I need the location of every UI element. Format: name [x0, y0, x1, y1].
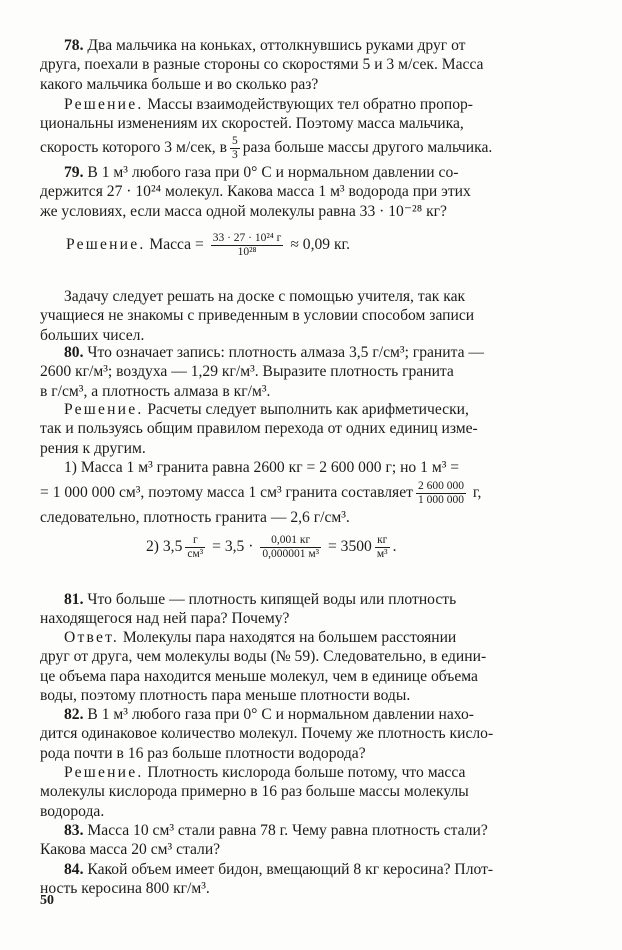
fraction	[211, 232, 284, 259]
solution-label: Решение.	[64, 96, 144, 113]
problem-text: находящегося над ней пара? Почему?	[40, 610, 290, 628]
equation-text: = 3,5 ·	[212, 538, 254, 556]
problem-80	[40, 343, 575, 401]
fraction	[260, 534, 321, 561]
solution-label: Решение.	[66, 236, 146, 254]
solution-label: Решение.	[64, 401, 144, 418]
problem-79	[40, 163, 575, 221]
answer-label: Ответ.	[64, 629, 120, 646]
fraction-denominator: 0,000001 м³	[262, 548, 320, 560]
equation-text: .	[392, 538, 397, 556]
solution-text: раза больше массы другого мальчика.	[242, 138, 493, 156]
problem-number: 84.	[64, 861, 84, 878]
note-text: учащиеся не знакомы с приведенным в условии способом записи	[40, 307, 475, 325]
fraction-denominator: м³	[376, 548, 388, 560]
fraction-denominator: см³	[187, 548, 204, 560]
solution-text: Массы взаимодействующих тел обратно пропор-	[147, 96, 473, 113]
note-text: больших чисел.	[40, 326, 145, 344]
problem-number: 82.	[64, 706, 84, 723]
fraction-numerator: г	[185, 534, 205, 548]
solution-result: ≈ 0,09 кг.	[290, 236, 351, 254]
note-79	[40, 287, 575, 345]
problem-text: друга, поехали в разные стороны со скоростями 5 и 3 м/сек. Масса	[40, 56, 484, 74]
answer-text: воды, поэтому плотность пара меньше плотности воды.	[40, 687, 411, 705]
problem-78	[40, 36, 575, 94]
answer-text: друг от друга, чем молекулы воды (№ 59). Следовательно, в едини-	[40, 648, 487, 666]
problem-text: Два мальчика на коньках, оттолкнувшись руками друг от	[87, 37, 466, 54]
problem-text: рода почти в 16 раз больше плотности водорода?	[40, 744, 366, 762]
problem-84	[40, 860, 575, 899]
solution-80	[40, 400, 575, 527]
problem-text: ность керосина 800 кг/м³.	[40, 880, 210, 898]
fraction	[185, 534, 205, 561]
solution-78	[40, 95, 575, 162]
solution-text: так и пользуясь общим правилом перехода от одних единиц изме-	[40, 420, 478, 438]
answer-text: Молекулы пара находятся на большем расстоянии	[122, 629, 457, 646]
answer-81	[40, 628, 575, 706]
solution-text: Масса =	[149, 236, 204, 254]
problem-82	[40, 705, 575, 763]
solution-82	[40, 763, 575, 821]
solution-79-equation	[66, 232, 350, 259]
problem-83	[40, 821, 575, 860]
fraction	[230, 135, 240, 162]
fraction-numerator: 2 600 000	[417, 479, 464, 492]
problem-text: же условиях, если масса одной молекулы равна 33 · 10⁻²⁸ кг?	[40, 202, 447, 220]
note-text: Задачу следует решать на доске с помощью учителя, так как	[64, 288, 466, 305]
problem-text: Какой объем имеет бидон, вмещающий 8 кг керосина? Плот-	[87, 861, 494, 878]
problem-81	[40, 590, 575, 629]
fraction-denominator: 10²⁸	[237, 246, 257, 258]
fraction	[416, 480, 466, 507]
page-number: 50	[40, 893, 54, 908]
problem-text: Что больше — плотность кипящей воды или плотность	[87, 591, 457, 608]
problem-text: В 1 м³ любого газа при 0° С и нормальном давлении нахо-	[87, 706, 474, 723]
solution-text: г,	[472, 483, 482, 501]
equation-text: 2) 3,5	[146, 538, 183, 556]
problem-text: Масса 10 см³ стали равна 78 г. Чему равна плотность стали?	[87, 822, 488, 839]
problem-text: в г/см³, а плотность алмаза в кг/м³.	[40, 382, 271, 400]
fraction-numerator: 0,001 кг	[260, 534, 321, 548]
answer-text: це объема пара находится меньше молекул, чем в единице объема	[40, 667, 478, 685]
solution-text: молекулы кислорода примерно в 16 раз больше массы молекулы	[40, 783, 469, 801]
solution-text: Плотность кислорода больше потому, что масса	[147, 764, 466, 781]
fraction-denominator: 1 000 000	[417, 493, 464, 506]
fraction-numerator: 33 · 27 · 10²⁴ г	[212, 232, 282, 244]
problem-text: Какова масса 20 см³ стали?	[40, 841, 221, 859]
problem-text: держится 27 · 10²⁴ молекул. Какова масса 1 м³ водорода при этих	[40, 183, 471, 201]
solution-label: Решение.	[64, 764, 144, 781]
problem-text: дится одинаковое количество молекул. Почему же плотность кисло-	[40, 725, 494, 743]
problem-text: 2600 кг/м³; воздуха — 1,29 кг/м³. Выразите плотность гранита	[40, 363, 454, 381]
problem-number: 81.	[64, 591, 84, 608]
fraction	[375, 534, 390, 561]
problem-text: какого мальчика больше и во сколько раз?	[40, 75, 319, 93]
fraction-numerator: кг	[375, 534, 390, 548]
solution-text: циональны изменениям их скоростей. Поэтому масса мальчика,	[40, 115, 464, 133]
problem-number: 79.	[64, 164, 84, 181]
solution-text: следовательно, плотность гранита — 2,6 г/см³.	[40, 508, 350, 526]
solution-step-1: 1) Масса 1 м³ гранита равна 2600 кг = 2 600 000 г; но 1 м³ =	[64, 459, 460, 477]
solution-text: скорость которого 3 м/сек, в	[40, 138, 227, 156]
problem-number: 83.	[64, 822, 84, 839]
problem-text: В 1 м³ любого газа при 0° С и нормальном давлении со-	[87, 164, 459, 181]
solution-text: Расчеты следует выполнить как арифметически,	[147, 401, 469, 418]
fraction-numerator: 5	[231, 134, 238, 147]
solution-text: рения к другим.	[40, 439, 146, 457]
solution-80-equation	[146, 534, 397, 561]
problem-text: Что означает запись: плотность алмаза 3,5 г/см³; гранита —	[87, 344, 485, 361]
problem-number: 78.	[64, 37, 84, 54]
solution-text: = 1 000 000 см³, поэтому масса 1 см³ гранита составляет	[40, 483, 413, 501]
solution-text: водорода.	[40, 802, 105, 820]
problem-number: 80.	[64, 344, 84, 361]
equation-text: = 3500	[327, 538, 372, 556]
fraction-denominator: 3	[231, 148, 238, 161]
